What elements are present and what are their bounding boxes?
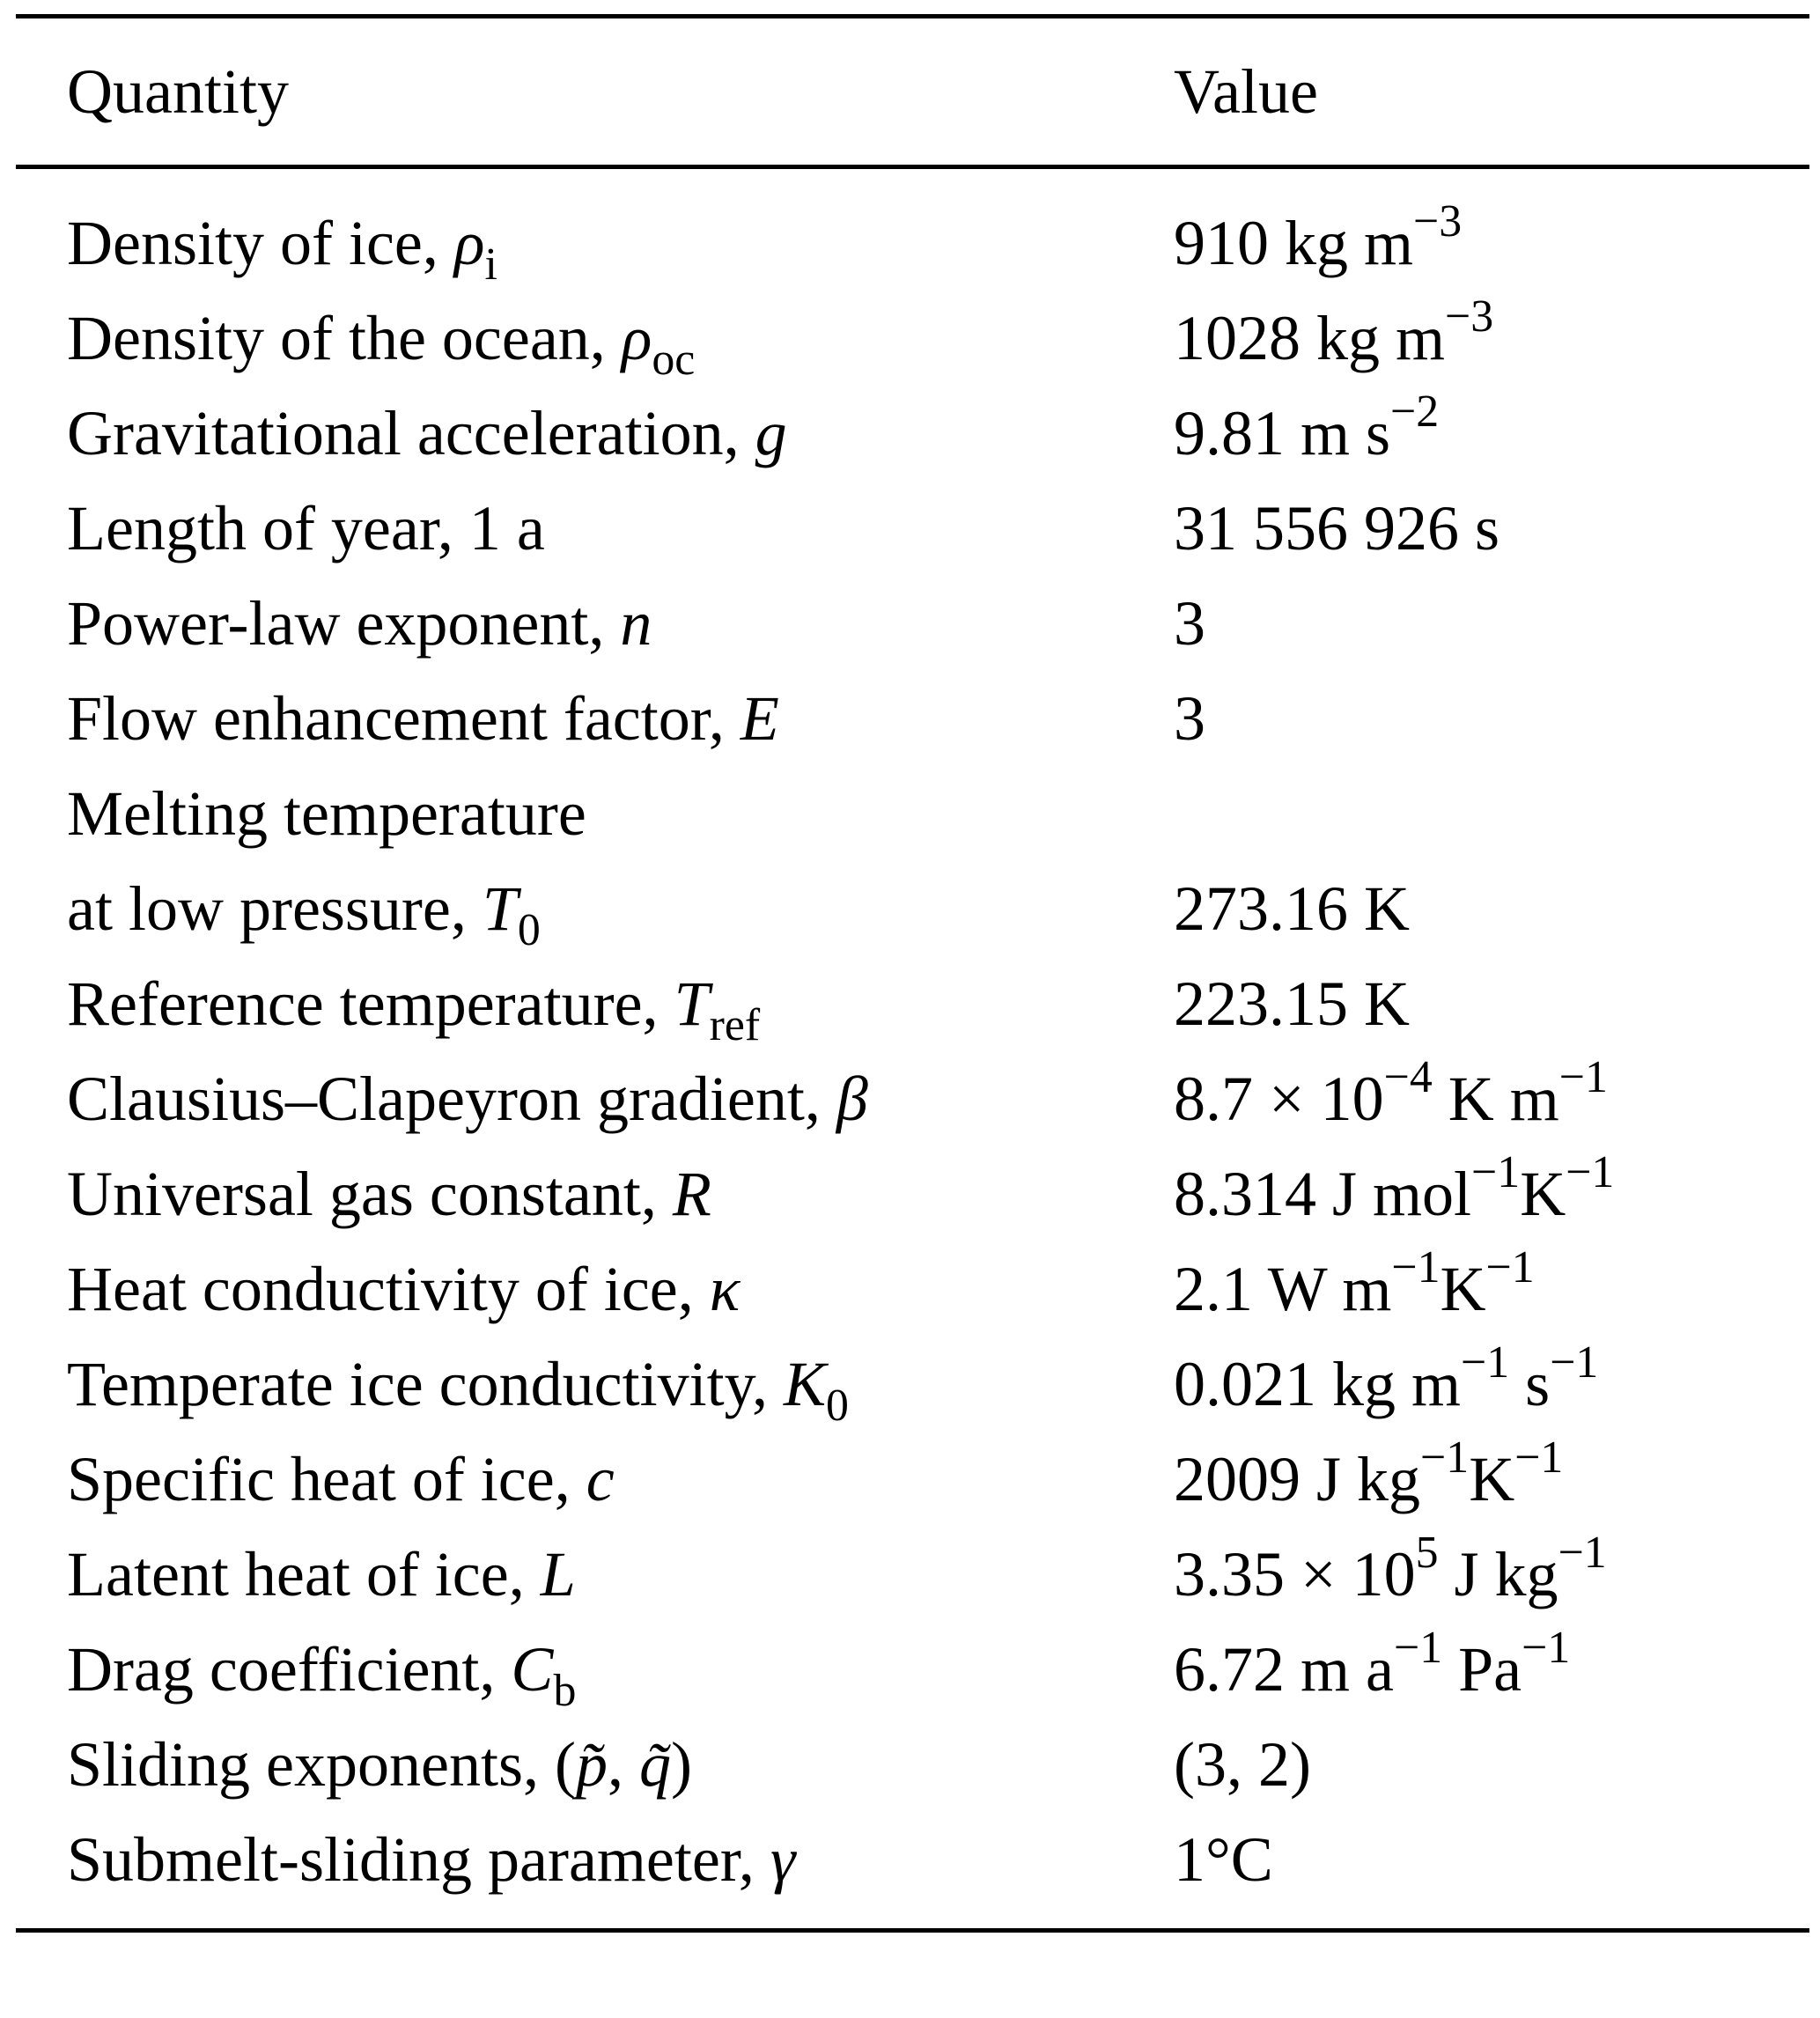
quantity-text: Flow enhancement factor, E [67,683,779,754]
quantity-text: Length of year, 1 a [67,493,545,563]
table-body [16,169,1809,1928]
quantity-text: Density of the ocean, $\rho_{oc}$ [67,303,696,385]
quantity-text: Specific heat of ice, c [67,1444,615,1514]
quantity-cell [67,1527,576,1622]
value-cell: 31 556 926 s [1174,493,1500,563]
value-cell: 1028 kg $m^{-3}$ [1174,291,1494,373]
table-row [16,766,1809,956]
value-cell: (3, 2) [1174,1729,1311,1800]
value-cell: 9.81 m $s^{-2}$ [1174,386,1440,468]
table-row [16,1527,1809,1622]
quantity-cell [67,1812,795,1907]
value-cell: $3.35 \times 10^5$ J $kg^{-1}$ [1174,1527,1607,1609]
quantity-text: Drag coefficient, $C_b$ [67,1634,577,1716]
quantity-text: Latent heat of ice, L [67,1539,576,1609]
quantity-text: Heat conductivity of ice, κ [67,1254,741,1324]
value-cell: $8.7 \times 10^{-4}$ K $m^{-1}$ [1174,1051,1608,1134]
table-row [16,1432,1809,1527]
parameter-table [16,14,1809,1933]
quantity-cell [67,576,652,671]
bottom-rule [16,1928,1809,1933]
value-cell: 2009 J $kg^{-1}K^{-1}$ [1174,1432,1564,1514]
quantity-cell [67,956,760,1051]
value-cell: 3 [1174,683,1205,754]
quantity-text: Gravitational acceleration, g [67,398,787,468]
quantity-text: Sliding exponents, (p̃, q̃) [67,1729,692,1800]
quantity-text: Temperate ice conductivity, $K_0$ [67,1349,849,1431]
table-row [16,671,1809,766]
quantity-cell [67,291,695,386]
quantity-cell [67,1146,711,1241]
quantity-text: Melting temperature [67,778,586,849]
quantity-text: Clausius–Clapeyron gradient, β [67,1064,868,1134]
value-cell: 0.021 kg $m^{-1}$ $s^{-1}$ [1174,1337,1599,1419]
value-cell: 1°C [1174,1824,1273,1895]
table-row [16,1241,1809,1337]
value-cell: 273.16 K [1174,873,1410,944]
quantity-cell [67,1241,740,1337]
value-cell: 6.72 m $a^{-1}$ $Pa^{-1}$ [1174,1622,1571,1705]
table-row [16,481,1809,576]
table-row [16,1717,1809,1812]
value-cell: 3 [1174,588,1205,659]
quantity-text: Reference temperature, $T_{ref}$ [67,968,761,1050]
table-row [16,1812,1809,1907]
quantity-cell [67,481,545,576]
table-row [16,1051,1809,1146]
quantity-text: Power-law exponent, n [67,588,652,659]
value-cell: 8.314 J $mol^{-1}K^{-1}$ [1174,1146,1615,1229]
quantity-text: Universal gas constant, R [67,1159,711,1229]
table-row [16,1622,1809,1717]
quantity-cell [67,386,787,481]
value-cell: 223.15 K [1174,968,1410,1039]
table-row [16,576,1809,671]
quantity-cell [67,766,586,956]
quantity-cell [67,1432,615,1527]
table-row [16,291,1809,386]
quantity-cell [67,1622,576,1717]
table-row [16,386,1809,481]
header-quantity: Quantity [67,56,289,127]
value-cell: 910 kg $m^{-3}$ [1174,195,1463,278]
quantity-cell [67,1717,692,1812]
quantity-cell [67,671,779,766]
header-value: Value [1174,56,1318,127]
quantity-text-line2: at low pressure, $T_0$ [67,873,541,955]
table-row [16,1337,1809,1432]
quantity-cell [67,1051,868,1146]
table-row [16,956,1809,1051]
table-row [16,1146,1809,1241]
quantity-text: Density of ice, $\rho_i$ [67,208,497,290]
quantity-cell [67,195,497,291]
table-row [16,195,1809,291]
value-cell: 2.1 W $m^{-1}K^{-1}$ [1174,1241,1535,1324]
quantity-text: Submelt-sliding parameter, γ [67,1824,796,1895]
table-header [16,18,1809,165]
quantity-cell [67,1337,849,1432]
